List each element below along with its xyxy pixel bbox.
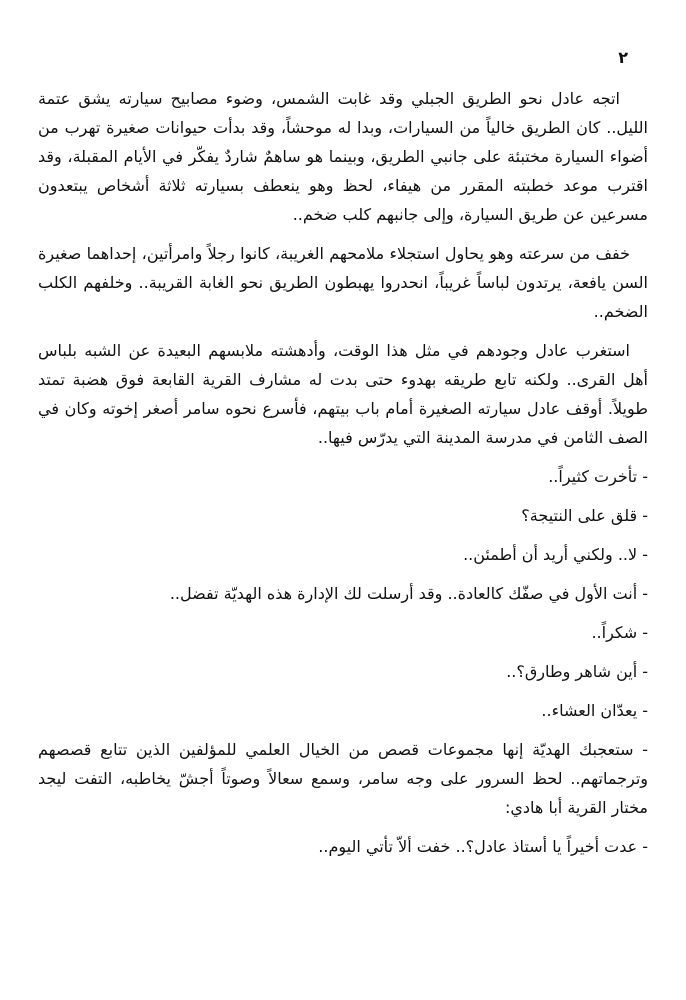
paragraph-2: خفف من سرعته وهو يحاول استجلاء ملامحهم الغريبة، كانوا رجلاً وامرأتين، إحداهما صغيرة السن يافعة، يرتدون لباساً غريباً، انحدروا يهبطون الطريق نحو الغابة القريبة.. وخلفهم الكلب الضخم.. <box>38 244 648 321</box>
dialogue-line-4: - أنت الأول في صفّك كالعادة.. وقد أرسلت لك الإدارة هذه الهديّة تفضل.. <box>169 584 648 603</box>
dialogue-line-6: - أين شاهر وطارق؟.. <box>506 662 648 681</box>
dialogue-line-9: - عدت أخيراً يا أستاذ عادل؟.. خفت ألاّ تأتي اليوم.. <box>318 837 648 856</box>
dialogue-line-8: - ستعجبك الهديّة إنها مجموعات قصص من الخيال العلمي للمؤلفين الذين تتابع قصصهم وترجماتهم.. لحظ السرور على وجه سامر، وسمع سعالاً وصوتاً أجشّ يخاطبه، التفت ليجد مختار القرية أبا هادي: <box>38 740 648 817</box>
page-number: ٢ <box>618 48 628 67</box>
dialogue-line-7: - يعدّان العشاء.. <box>541 701 648 720</box>
dialogue-line-2: - قلق على النتيجة؟ <box>521 506 648 525</box>
dialogue-line-1: - تأخرت كثيراً.. <box>548 467 648 486</box>
page-body <box>38 84 648 871</box>
paragraph-1: اتجه عادل نحو الطريق الجبلي وقد غابت الشمس، وضوء مصابيح سيارته يشق عتمة الليل.. كان الطريق خالياً من السيارات، وبدا له موحشاً، وقد بدأت حيوانات صغيرة تهرب من أضواء السيارة مختبئة على جانبي الطريق، وبينما هو ساهمٌ شاردٌ يفكّر في الأيام المقبلة، وقد اقترب موعد خطبته المقرر من هيفاء، لحظ وهو ينعطف بسيارته ثلاثة أشخاص يبتعدون مسرعين عن طريق السيارة، وإلى جانبهم كلب ضخم.. <box>38 89 648 224</box>
dialogue-line-3: - لا.. ولكني أريد أن أطمئن.. <box>463 545 648 564</box>
dialogue-line-5: - شكراً.. <box>591 623 648 642</box>
paragraph-3: استغرب عادل وجودهم في مثل هذا الوقت، وأدهشته ملابسهم البعيدة عن الشبه بلباس أهل القرى.. ولكنه تابع طريقه بهدوء حتى بدت له مشارف القرية القابعة فوق هضبة تمتد طويلاً. أوقف عادل سيارته الصغيرة أمام باب بيتهم، فأسرع نحوه سامر أصغر إخوته وكان في الصف الثامن في مدرسة المدينة التي يدرّس فيها.. <box>38 341 648 447</box>
